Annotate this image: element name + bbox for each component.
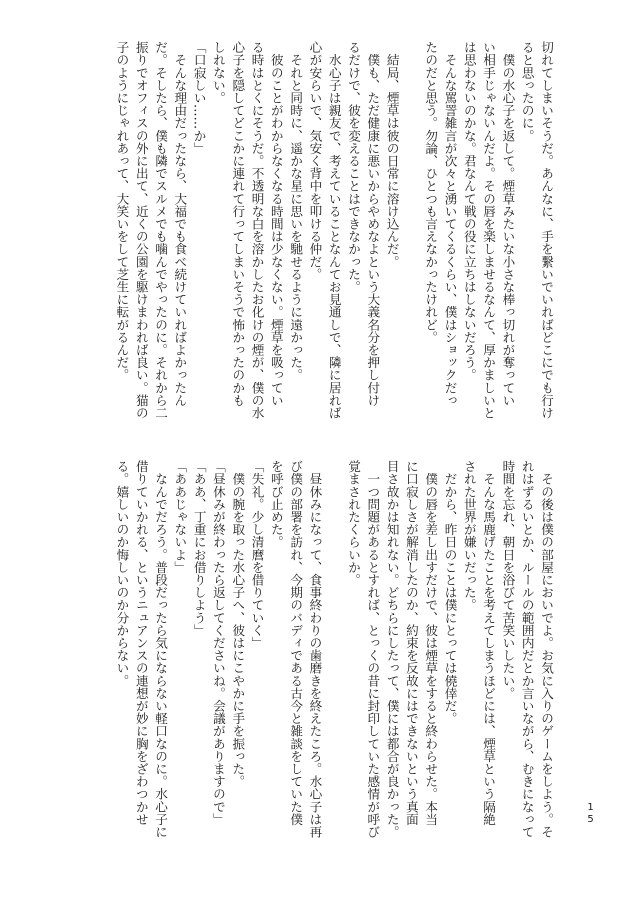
text-line: たのだと思う。勿論、ひとつも言えなかったけれど。 [423, 41, 439, 344]
text-line: 昼休みになって、食事終わりの歯磨きを終えたころ。水心子は再 [307, 460, 323, 838]
text-line [402, 41, 421, 441]
text-line: 心が安らいで、気安く背中を叩ける仲だ。 [307, 41, 323, 281]
text-line: 僕の唇を差し出すだけで、彼は煙草をすると終わらせた。本当 [423, 460, 439, 826]
text-line: 時間を忘れ、朝日を浴びて苦笑いしたい。 [500, 460, 516, 700]
text-line: 子のようにじゃれあって、大笑いをして芝生に転がるんだ。 [114, 41, 130, 382]
text-line: れはずるいとか、ルールの範囲内だとか言いながら、むきになって [519, 460, 535, 838]
text-line: 振りでオフィスの外に出て、近くの公園を駆けまわれば良い。猫の [133, 41, 149, 419]
text-line: は思わないのかな。君なんて戦の役に立ちはしないだろう。 [461, 41, 477, 382]
text-line: 切れてしまいそうだ。あんなに、手を繋いでいればどこにでも行け [539, 41, 554, 419]
text-line: そんな理由だったなら、大福でも食べ続けていればよかったん [172, 41, 188, 407]
text-line: ると思ったのに。 [519, 41, 535, 142]
text-line: 僕も、ただ健康に悪いからやめなよという大義名分を押し付け [365, 41, 381, 407]
text-line: 「失礼。少し清麿を借りていく」 [249, 460, 265, 649]
text-line: 心子を隠してどこかに連れて行ってしまいそうで怖かったのかも [230, 41, 246, 407]
text-line: る。嬉しいのか悔しいのか分からない。 [114, 460, 130, 687]
text-line: 水心子は親友で、考えていることなんてお見通しで、隣に居れば [326, 41, 342, 419]
text-line [324, 460, 343, 860]
text-line: その後は僕の部屋においでよ。お気に入りのゲームをしよう。そ [539, 460, 554, 838]
text-line: い相手じゃないんだよ。その唇を楽しませるなんて、厚かましいと [481, 41, 497, 419]
text-line: それと同時に、遥かな星に思いを馳せるように遠かった。 [288, 41, 304, 382]
text-line: 目さ故かは知れない。どちらにしたって、僕には都合が良かった。 [384, 460, 400, 838]
text-line: に口寂しさが解消したのか、約束を反故にはできないという真面 [403, 460, 419, 826]
text-line: 覚まされたくらいか。 [346, 460, 362, 586]
text-line: 結局、煙草は彼の日常に溶け込んだ。 [384, 41, 400, 268]
text-line: 僕の腕を取った水心子へ、彼はにこやかに手を振った。 [230, 460, 246, 788]
text-line: を呼び止めた。 [268, 460, 284, 549]
text-line: そんな馬鹿げたことを考えてしまうほどには、煙草という隔絶 [481, 460, 497, 826]
text-block-top [84, 41, 556, 441]
page-number: 15 [585, 802, 596, 826]
text-line: だから、昨日のことは僕にとっては僥倖だ。 [442, 460, 458, 725]
text-line: 「昼休みが終わったら返してくださいね。会議がありますので」 [210, 460, 226, 826]
text-line: るだけで、彼を変えることはできなかった。 [346, 41, 362, 293]
text-line: そんな罵詈雑言が次々と湧いてくるくらい、僕はショックだっ [442, 41, 458, 407]
text-line: された世界が嫌いだった。 [461, 460, 477, 612]
text-line: び僕の部署を訪れ、今期のバディである古今と雑談をしていた僕 [288, 460, 304, 826]
text-line: 彼のことがわからなくなる時間は少なくない。煙草を吸ってい [268, 41, 284, 407]
text-line: る時はとくにそうだ。不透明な白を溶かしたお化けの煙が、僕の水 [249, 41, 265, 419]
text-block-bottom [84, 460, 556, 860]
text-line: 一つ問題があるとすれば、とっくの昔に封印していた感情が呼び [365, 460, 381, 838]
text-line: しれない。 [210, 41, 226, 104]
text-line: だ。そしたら、僕も隣でスルメでも噛んでやったのに。それから二 [153, 41, 169, 419]
text-line: 「口寂しい……か」 [191, 41, 207, 155]
text-line: 僕の水心子を返して。煙草みたいな小さな棒っ切れが奪ってい [500, 41, 516, 407]
text-line: なんでだろう。普段だったら気にならない軽口なのに。水心子に [153, 460, 169, 838]
text-line: 「ああじゃないよ」 [172, 460, 188, 574]
text-line: 借りていかれる、というニュアンスの連想が妙に胸をざわつかせ [133, 460, 149, 826]
text-line: 「ああ、丁重にお借りしよう」 [191, 460, 207, 637]
